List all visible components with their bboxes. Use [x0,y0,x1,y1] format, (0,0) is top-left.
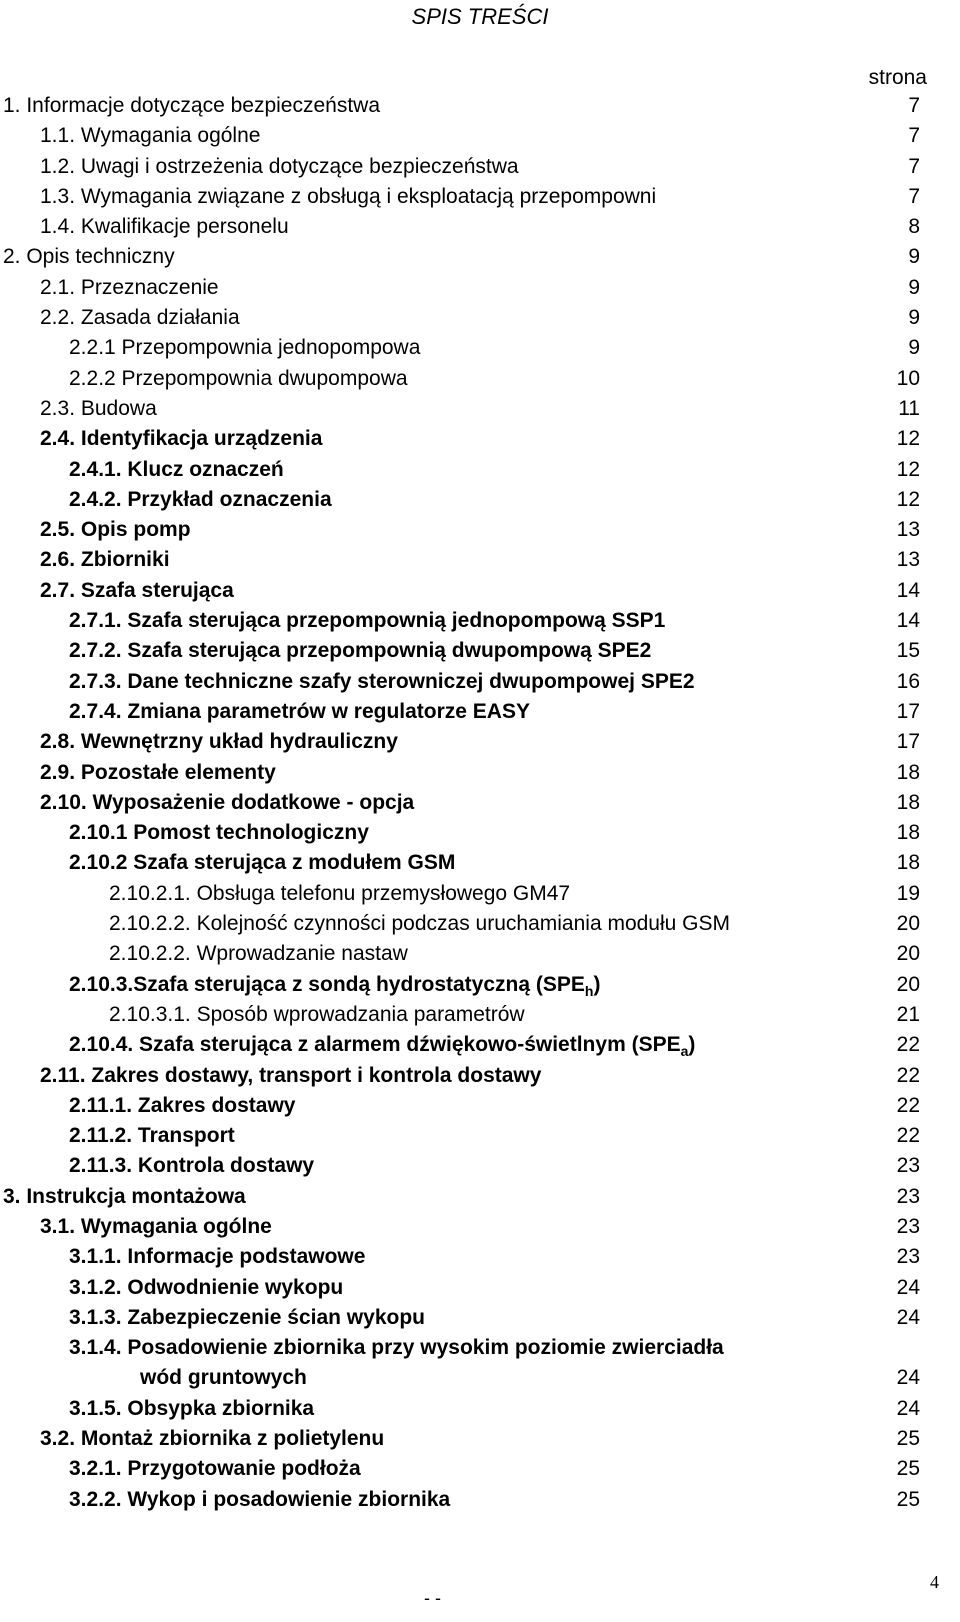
toc-entry[interactable] [0,545,960,575]
toc-entry-title: 2.10.3.Szafa sterująca z sondą hydrostatyczną $(SPE_h)$ [69,972,601,999]
toc-entry-title: 1.1. Wymagania ogólne [40,124,261,148]
toc-entry[interactable] [0,1061,960,1091]
toc-entry[interactable] [0,152,960,182]
toc-entry-page: 18 [896,760,920,784]
toc-entry-title: 2. Opis techniczny [3,245,175,269]
toc-entry-page: 22 [896,1093,920,1117]
toc-entry[interactable] [0,242,960,272]
toc-entry-title: 2.4.2. Przykład oznaczenia [69,487,332,511]
toc-entry[interactable] [0,879,960,909]
toc-entry-page: 24 [896,1366,920,1390]
toc-entry-title: 2.7.2. Szafa sterująca przepompownią dwupompową SPE2 [69,639,652,663]
toc-entry-page: 24 [896,1305,920,1329]
toc-entry-title: 2.10.2.2. Wprowadzanie nastaw [109,942,408,966]
toc-entry-title: 2.4.1. Klucz oznaczeń [69,457,284,481]
toc-entry-page: 24 [896,1275,920,1299]
toc-entry-page: 18 [896,851,920,875]
toc-entry-page: 17 [896,699,920,723]
toc-entry[interactable] [0,697,960,727]
toc-entry-title: 2.7.4. Zmiana parametrów w regulatorze EASY [69,699,530,723]
toc-entry-page: 18 [896,790,920,814]
toc-entry[interactable] [0,1303,960,1333]
toc-entry[interactable] [0,1454,960,1484]
toc-entry[interactable] [0,939,960,969]
toc-entry-title: 2.10.2 Szafa sterująca z modułem GSM [69,851,456,875]
toc-entry[interactable] [0,788,960,818]
toc-entry-page: 19 [896,881,920,905]
toc-entry-title: 2.11.3. Kontrola dostawy [69,1154,315,1178]
page-title: SPIS TREŚCI [411,4,549,29]
toc-entry[interactable] [0,1273,960,1303]
toc-entry[interactable] [0,727,960,757]
toc-entry-title: 3.1.5. Obsypka zbiornika [69,1396,315,1420]
toc-entry-page: 12 [896,457,920,481]
toc-entry-page: 20 [896,972,920,996]
toc-entry-title: 1.3. Wymagania związane z obsługą i eksploatacją przepompowni [40,184,657,208]
toc-entry[interactable] [0,303,960,333]
toc-entry-title: 3.1.2. Odwodnienie wykopu [69,1275,344,1299]
toc-entry-page: 14 [896,609,920,633]
toc-entry[interactable] [0,1030,960,1060]
toc-entry-page: 22 [896,1063,920,1087]
toc-entry-title: 2.7. Szafa sterująca [40,578,234,602]
page-column-header: strona [868,66,927,89]
toc-entry-page: 7 [908,94,920,117]
toc-entry-page: 16 [896,669,920,693]
toc-entry-page: 8 [908,215,920,239]
toc-entry[interactable] [0,1121,960,1151]
toc-entry-title: 2.10.2.2. Kolejność czynności podczas uruchamiania modułu GSM [109,912,730,936]
toc-entry-title: 3.1.4. Posadowienie zbiornika przy wysokim poziomie zwierciadła [69,1336,724,1360]
toc-entry[interactable] [0,1182,960,1212]
toc-entry[interactable] [0,1394,960,1424]
toc-entry[interactable] [0,667,960,697]
toc-entry-title: 2.10.2.1. Obsługa telefonu przemysłowego GM47 [109,881,571,905]
toc-entry[interactable] [0,455,960,485]
toc-entry[interactable] [0,636,960,666]
toc-entry-page: 9 [908,306,920,330]
toc-entry[interactable] [0,970,960,1000]
table-of-contents [0,91,960,1515]
toc-entry-page: 9 [908,275,920,299]
toc-entry[interactable] [0,1333,960,1363]
toc-entry-page: 23 [896,1245,920,1269]
toc-entry-title: 3. Instrukcja montażowa [3,1184,246,1208]
toc-entry-title: 2.10.3.1. Sposób wprowadzania parametrów [109,1002,525,1026]
toc-entry[interactable] [0,1212,960,1242]
toc-entry-title: 2.9. Pozostałe elementy [40,760,276,784]
toc-entry-title: 3.1. Wymagania ogólne [40,1214,272,1238]
toc-entry[interactable] [0,1091,960,1121]
toc-entry-title: 2.10. Wyposażenie dodatkowe - opcja [40,790,415,814]
toc-entry-title: 3.2.2. Wykop i posadowienie zbiornika [69,1487,451,1511]
toc-entry-page: 23 [896,1214,920,1238]
toc-entry-page: 7 [908,154,920,178]
page-number: 4 [930,1572,939,1592]
toc-entry[interactable] [0,1363,960,1393]
toc-entry-title: 1.4. Kwalifikacje personelu [40,215,289,239]
toc-entry-page: 9 [908,245,920,269]
toc-entry-title: 2.7.3. Dane techniczne szafy sterowniczej dwupompowej SPE2 [69,669,695,693]
toc-entry[interactable] [0,848,960,878]
toc-entry[interactable] [0,576,960,606]
toc-entry-title: 2.4. Identyfikacja urządzenia [40,427,323,451]
toc-entry-page: 13 [896,548,920,572]
toc-entry-title: 2.11.1. Zakres dostawy [69,1093,296,1117]
toc-entry-page: 14 [896,578,920,602]
toc-entry-title: 2.2. Zasada działania [40,306,240,330]
toc-entry[interactable] [0,1151,960,1181]
toc-entry-title: wód gruntowych [140,1366,307,1390]
toc-entry-page: 24 [896,1396,920,1420]
toc-entry[interactable] [0,818,960,848]
toc-entry[interactable] [0,515,960,545]
toc-entry-title: 2.11. Zakres dostawy, transport i kontrola dostawy [40,1063,542,1087]
toc-entry[interactable] [0,333,960,363]
toc-entry[interactable] [0,1242,960,1272]
toc-entry-page: 25 [896,1427,920,1451]
toc-entry-page: 17 [896,730,920,754]
toc-entry-page: 7 [908,184,920,208]
toc-entry-title: 2.8. Wewnętrzny układ hydrauliczny [40,730,398,754]
toc-entry-title: 2.3. Budowa [40,396,157,420]
toc-entry-title: 3.1.1. Informacje podstawowe [69,1245,366,1269]
toc-entry[interactable] [0,273,960,303]
toc-entry-page: 12 [896,427,920,451]
toc-entry-page: 13 [896,518,920,542]
toc-entry-page: 23 [896,1184,920,1208]
toc-entry-page: 18 [896,821,920,845]
toc-entry[interactable] [0,606,960,636]
toc-entry[interactable] [0,1424,960,1454]
toc-entry-title: 2.2.2 Przepompownia dwupompowa [69,366,408,390]
toc-entry-page: 22 [896,1033,920,1057]
toc-entry[interactable] [0,1000,960,1030]
toc-entry-title: 2.6. Zbiorniki [40,548,170,572]
toc-entry[interactable] [0,182,960,212]
toc-entry-page: 10 [896,366,920,390]
toc-entry-page: 9 [908,336,920,360]
toc-entry-page: 7 [908,124,920,148]
toc-entry-page: 12 [896,487,920,511]
toc-entry[interactable] [0,364,960,394]
toc-entry-title: 2.11.2. Transport [69,1124,235,1148]
toc-entry-title: 3.2. Montaż zbiornika z polietylenu [40,1427,385,1451]
toc-entry-page: 11 [898,396,920,420]
toc-entry-title: 3.1.3. Zabezpieczenie ścian wykopu [69,1305,425,1329]
toc-entry-page: 20 [896,912,920,936]
toc-entry-page: 25 [896,1487,920,1511]
toc-entry-title: 2.7.1. Szafa sterująca przepompownią jednopompową SSP1 [69,609,666,633]
toc-entry[interactable] [0,212,960,242]
toc-entry-title: 3.2.1. Przygotowanie podłoża [69,1457,361,1481]
toc-entry-page: 22 [896,1124,920,1148]
toc-entry-page: 15 [896,639,920,663]
toc-entry-title: 2.10.4. Szafa sterująca z alarmem dźwiękowo-świetlnym $(SPE_a)$ [69,1033,696,1060]
toc-entry-page: 25 [896,1457,920,1481]
toc-entry-page: 21 [896,1002,920,1026]
toc-entry-page: 23 [896,1154,920,1178]
toc-entry[interactable] [0,909,960,939]
toc-entry[interactable] [0,758,960,788]
toc-entry-title: 2.1. Przeznaczenie [40,275,219,299]
toc-entry-page: 20 [896,942,920,966]
toc-entry[interactable] [0,485,960,515]
toc-entry-title: 1. Informacje dotyczące bezpieczeństwa [3,94,381,117]
toc-entry-title: 1.2. Uwagi i ostrzeżenia dotyczące bezpieczeństwa [40,154,519,178]
toc-entry[interactable] [0,394,960,424]
toc-entry-title: 2.5. Opis pomp [40,518,191,542]
footer-dash: - - [424,1588,441,1608]
toc-entry[interactable] [0,1485,960,1515]
toc-entry-title: 2.10.1 Pomost technologiczny [69,821,369,845]
toc-entry[interactable] [0,424,960,454]
toc-entry[interactable] [0,91,960,121]
toc-entry-title: 2.2.1 Przepompownia jednopompowa [69,336,421,360]
toc-entry[interactable] [0,121,960,151]
